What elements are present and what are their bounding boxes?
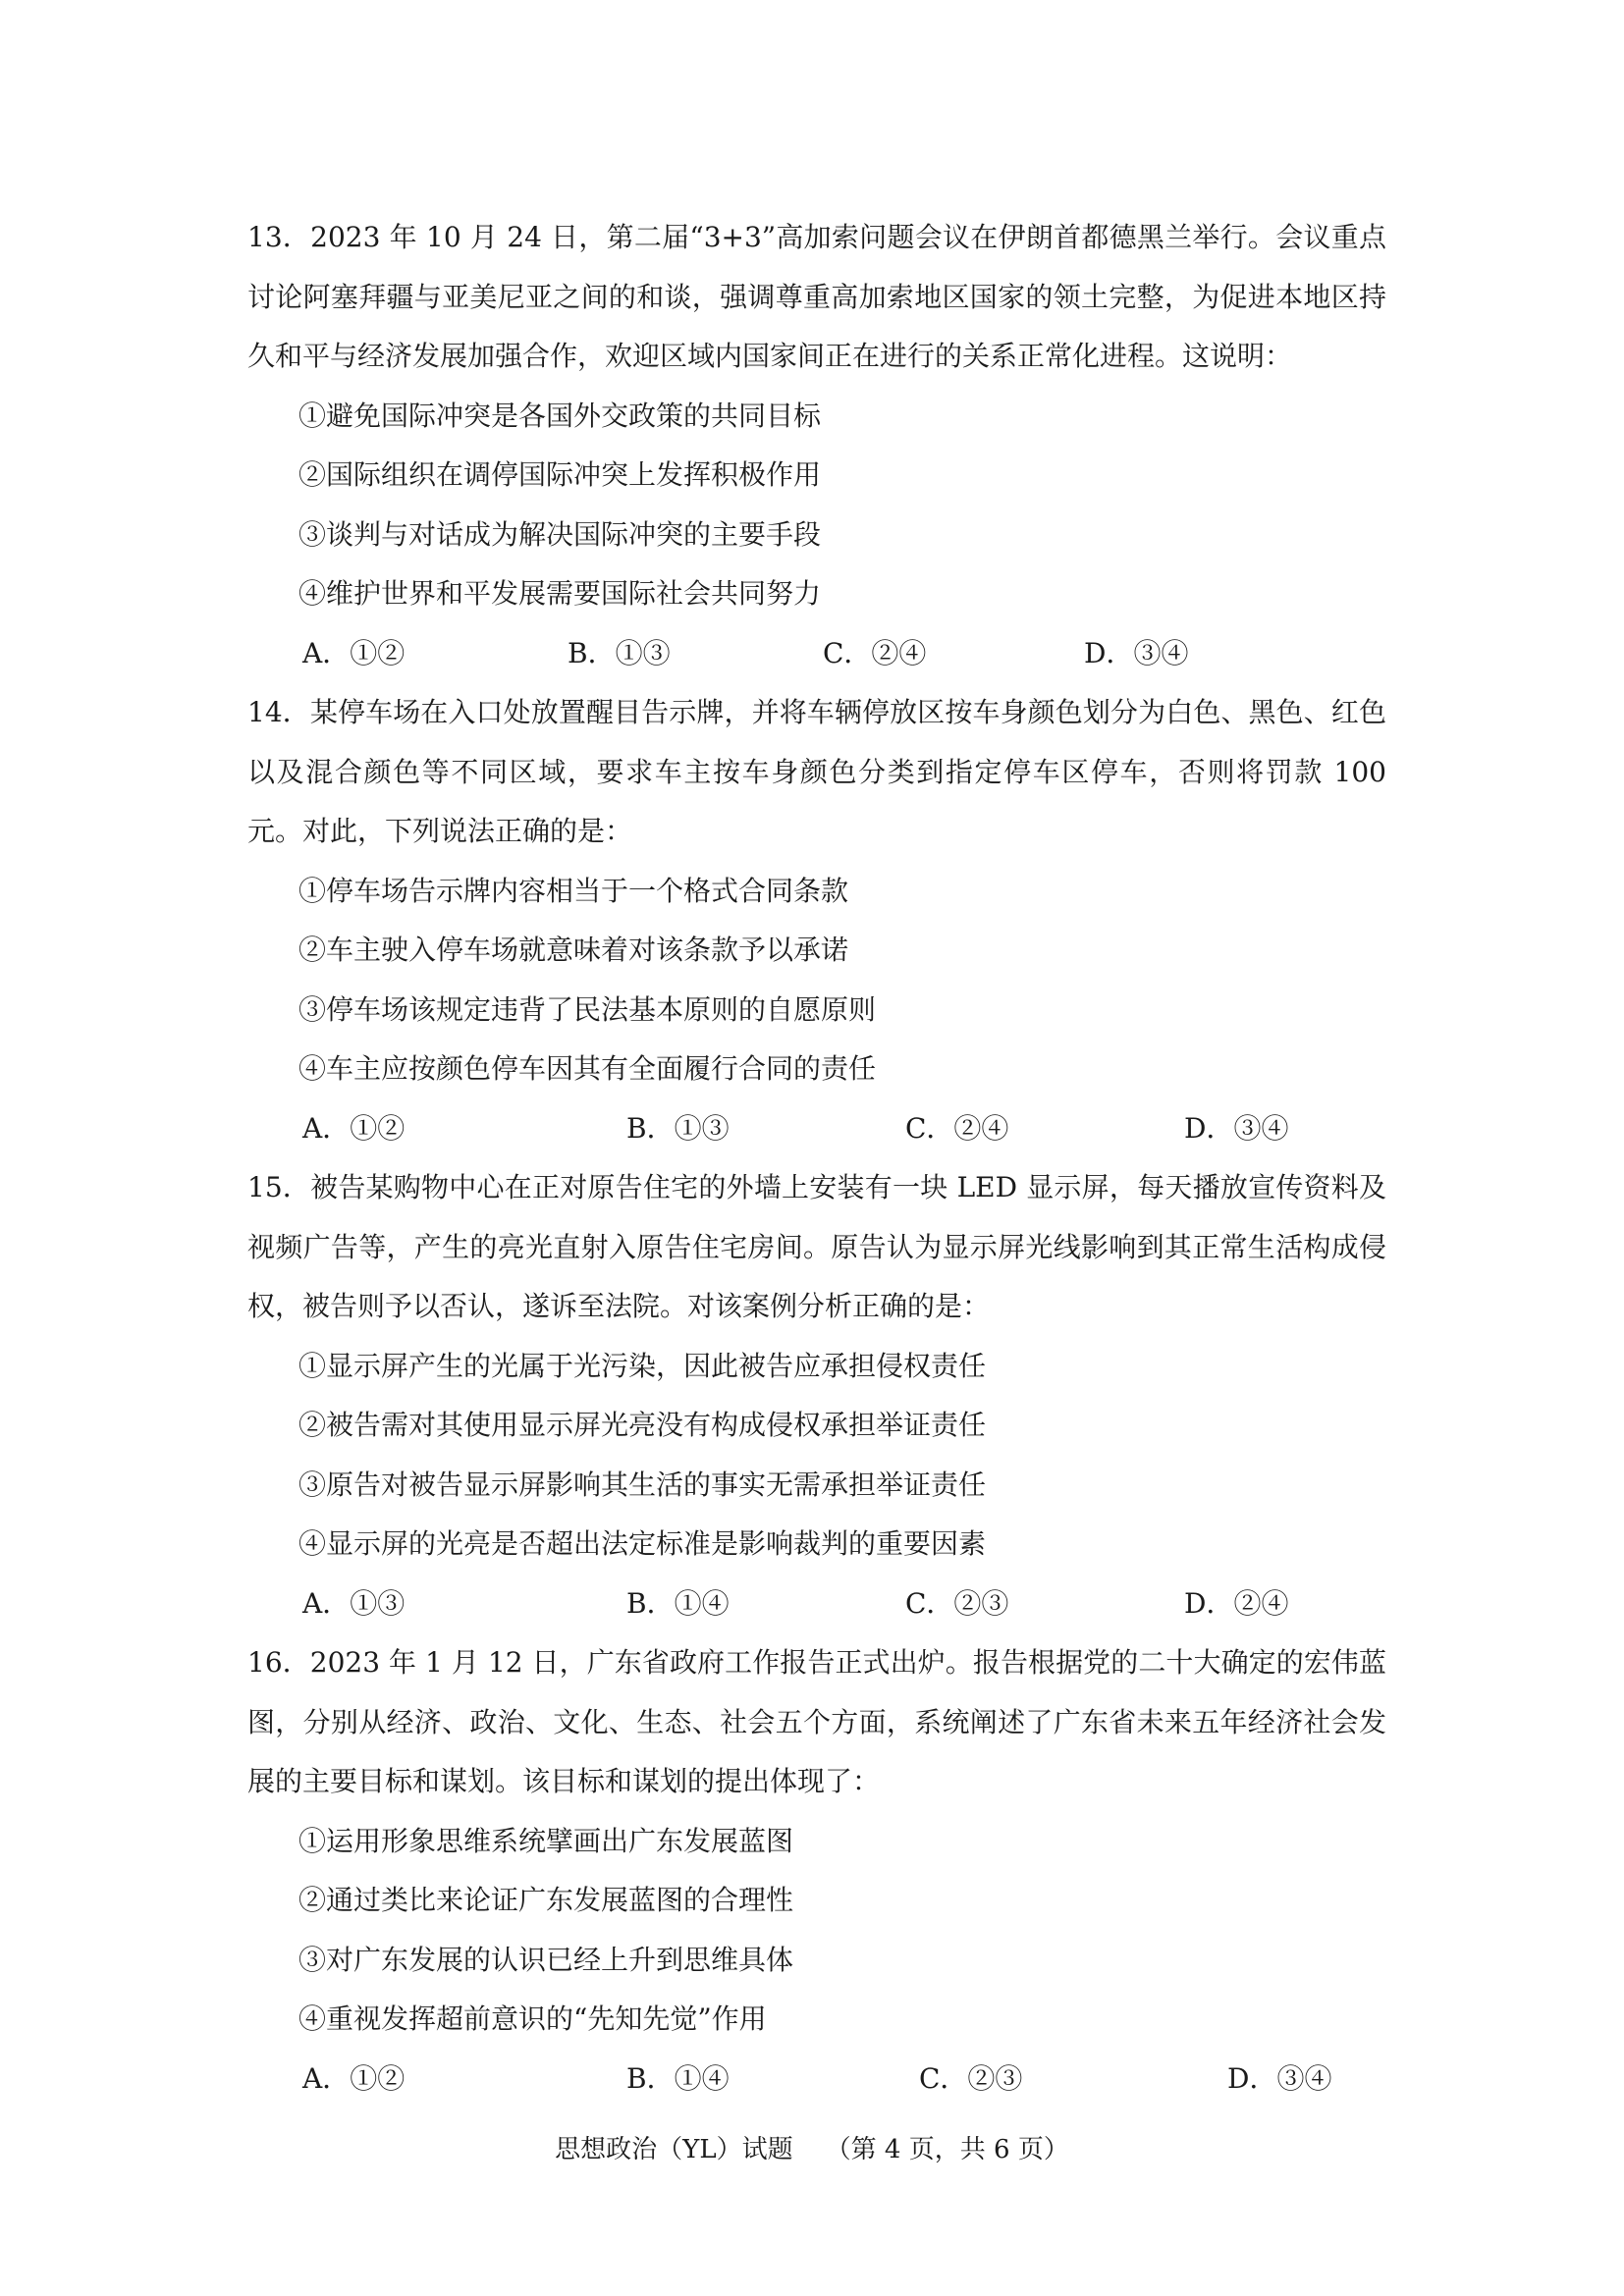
choice-b: B．①④ <box>626 1586 730 1620</box>
option-4: ④车主应按颜色停车因其有全面履行合同的责任 <box>298 1052 877 1085</box>
option-3: ③谈判与对话成为解决国际冲突的主要手段 <box>298 517 822 551</box>
answer-choices <box>247 1575 1386 1634</box>
question-stem: 16．2023 年 1 月 12 日，广东省政府工作报告正式出炉。报告根据党的二十大确定的宏伟蓝图，分别从经济、政治、文化、生态、社会五个方面，系统阐述了广东省未来五年经济社会发展的主要目标和谋划。该目标和谋划的提出体现了： <box>247 1646 1386 1797</box>
page-footer <box>0 2130 1624 2169</box>
choice-c: C．②③ <box>919 2061 1023 2095</box>
choice-c: C．②③ <box>905 1586 1009 1620</box>
question-stem: 13．2023 年 10 月 24 日，第二届“3+3”高加索问题会议在伊朗首都德黑兰举行。会议重点讨论阿塞拜疆与亚美尼亚之间的和谈，强调尊重高加索地区国家的领土完整，为促进本地区持久和平与经济发展加强合作，欢迎区域内国家间正在进行的关系正常化进程。这说明： <box>247 221 1386 372</box>
option-3: ③对广东发展的认识已经上升到思维具体 <box>298 1943 794 1976</box>
option-4: ④显示屏的光亮是否超出法定标准是影响裁判的重要因素 <box>298 1527 987 1560</box>
choice-d: D．③④ <box>1227 2061 1332 2095</box>
option-4: ④维护世界和平发展需要国际社会共同努力 <box>298 577 822 610</box>
option-2: ②被告需对其使用显示屏光亮没有构成侵权承担举证责任 <box>298 1409 987 1441</box>
answer-choices <box>247 1099 1386 1159</box>
choice-a: A．①③ <box>302 1586 406 1620</box>
option-1: ①避免国际冲突是各国外交政策的共同目标 <box>298 399 822 432</box>
choice-d: D．②④ <box>1184 1586 1289 1620</box>
choice-b: B．①④ <box>626 2061 730 2095</box>
question-16 <box>247 1633 1386 2109</box>
option-2: ②车主驶入停车场就意味着对该条款予以承诺 <box>298 934 849 966</box>
choice-b: B．①③ <box>568 636 671 669</box>
question-stem: 15．被告某购物中心在正对原告住宅的外墙上安装有一块 LED 显示屏，每天播放宣传资料及视频广告等，产生的亮光直射入原告住宅房间。原告认为显示屏光线影响到其正常生活构成侵权，被告则予以否认，遂诉至法院。对该案例分析正确的是： <box>247 1171 1386 1322</box>
choice-d: D．③④ <box>1084 636 1189 669</box>
question-15 <box>247 1158 1386 1633</box>
option-1: ①停车场告示牌内容相当于一个格式合同条款 <box>298 874 849 907</box>
choice-a: A．①② <box>302 2061 406 2095</box>
choice-c: C．②④ <box>905 1111 1009 1145</box>
option-1: ①运用形象思维系统擘画出广东发展蓝图 <box>298 1824 794 1857</box>
footer-subject: 思想政治（YL）试题 <box>555 2135 793 2164</box>
option-3: ③停车场该规定违背了民法基本原则的自愿原则 <box>298 992 877 1026</box>
option-4: ④重视发挥超前意识的“先知先觉”作用 <box>298 2002 767 2035</box>
option-1: ①显示屏产生的光属于光污染，因此被告应承担侵权责任 <box>298 1349 987 1382</box>
answer-choices <box>247 624 1386 684</box>
choice-a: A．①② <box>302 636 406 669</box>
question-14 <box>247 683 1386 1158</box>
option-2: ②国际组织在调停国际冲突上发挥积极作用 <box>298 458 822 491</box>
question-stem: 14．某停车场在入口处放置醒目告示牌，并将车辆停放区按车身颜色划分为白色、黑色、红色以及混合颜色等不同区域，要求车主按车身颜色分类到指定停车区停车，否则将罚款 100 元。对此，下列说法正确的是： <box>247 696 1386 847</box>
question-13 <box>247 208 1386 683</box>
footer-page-info: （第 4 页，共 6 页） <box>825 2135 1069 2164</box>
choice-d: D．③④ <box>1184 1111 1289 1145</box>
option-2: ②通过类比来论证广东发展蓝图的合理性 <box>298 1884 794 1916</box>
choice-b: B．①③ <box>626 1111 730 1145</box>
choice-c: C．②④ <box>823 636 927 669</box>
option-3: ③原告对被告显示屏影响其生活的事实无需承担举证责任 <box>298 1468 987 1501</box>
choice-a: A．①② <box>302 1111 406 1145</box>
answer-choices <box>247 2050 1386 2109</box>
